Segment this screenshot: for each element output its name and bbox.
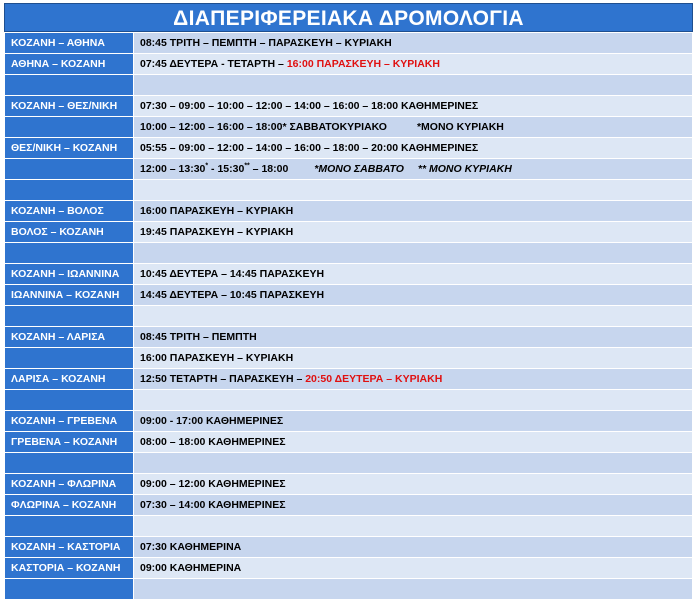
table-row xyxy=(5,495,693,516)
table-row xyxy=(5,180,693,201)
route-cell: ΚΟΖΑΝΗ – ΦΛΩΡΙΝΑ xyxy=(5,474,134,495)
schedule-cell: 08:45 ΤΡΙΤΗ – ΠΕΜΠΤΗ xyxy=(134,327,693,348)
schedule-cell xyxy=(134,117,693,138)
schedule-highlight: 20:50 ΔΕΥΤΕΡΑ – ΚΥΡΙΑΚΗ xyxy=(305,373,443,385)
schedule-cell: 07:30 – 14:00 ΚΑΘΗΜΕΡΙΝΕΣ xyxy=(134,495,693,516)
table-row xyxy=(5,75,693,96)
route-cell xyxy=(5,75,134,96)
table-row xyxy=(5,411,693,432)
schedule-text: 12:00 – 13:30 xyxy=(140,163,206,175)
schedule-cell: 09:00 – 12:00 ΚΑΘΗΜΕΡΙΝΕΣ xyxy=(134,474,693,495)
schedule-cell xyxy=(134,453,693,474)
schedule-text: 12:50 ΤΕΤΑΡΤΗ – ΠΑΡΑΣΚΕΥΗ – xyxy=(140,373,306,385)
schedule-document xyxy=(4,3,693,600)
schedule-cell xyxy=(134,54,693,75)
table-row xyxy=(5,33,693,54)
route-cell: ΚΟΖΑΝΗ – ΓΡΕΒΕΝΑ xyxy=(5,411,134,432)
table-row xyxy=(5,369,693,390)
route-cell: ΒΟΛΟΣ – ΚΟΖΑΝΗ xyxy=(5,222,134,243)
route-cell: ΙΩΑΝΝΙΝΑ – ΚΟΖΑΝΗ xyxy=(5,285,134,306)
route-cell xyxy=(5,516,134,537)
table-row xyxy=(5,558,693,579)
schedule-cell xyxy=(134,159,693,180)
schedule-cell: 09:00 - 17:00 ΚΑΘΗΜΕΡΙΝΕΣ xyxy=(134,411,693,432)
table-row xyxy=(5,264,693,285)
schedule-cell xyxy=(134,180,693,201)
footnote-marker: ** xyxy=(244,162,250,170)
table-row xyxy=(5,96,693,117)
schedule-cell: 05:55 – 09:00 – 12:00 – 14:00 – 16:00 – 18:00 – 20:00 ΚΑΘΗΜΕΡΙΝΕΣ xyxy=(134,138,693,159)
schedule-text: - 15:30 xyxy=(208,163,245,175)
route-cell: ΚΟΖΑΝΗ – ΒΟΛΟΣ xyxy=(5,201,134,222)
schedule-cell: 09:00 ΚΑΘΗΜΕΡΙΝΑ xyxy=(134,558,693,579)
schedule-cell: 07:30 – 09:00 – 10:00 – 12:00 – 14:00 – 16:00 – 18:00 ΚΑΘΗΜΕΡΙΝΕΣ xyxy=(134,96,693,117)
route-cell xyxy=(5,579,134,600)
schedule-cell: 16:00 ΠΑΡΑΣΚΕΥΗ – ΚΥΡΙΑΚΗ xyxy=(134,201,693,222)
table-row xyxy=(5,390,693,411)
route-cell: ΚΟΖΑΝΗ – ΚΑΣΤΟΡΙΑ xyxy=(5,537,134,558)
schedule-cell xyxy=(134,516,693,537)
schedule-cell: 07:30 ΚΑΘΗΜΕΡΙΝΑ xyxy=(134,537,693,558)
schedule-note: ** ΜΟΝΟ ΚΥΡΙΑΚΗ xyxy=(417,163,512,175)
route-cell xyxy=(5,180,134,201)
schedule-cell xyxy=(134,306,693,327)
table-row xyxy=(5,159,693,180)
table-row xyxy=(5,201,693,222)
table-row xyxy=(5,348,693,369)
route-cell: ΚΟΖΑΝΗ – ΙΩΑΝΝΙΝΑ xyxy=(5,264,134,285)
schedule-cell: 10:45 ΔΕΥΤΕΡΑ – 14:45 ΠΑΡΑΣΚΕΥΗ xyxy=(134,264,693,285)
schedule-cell xyxy=(134,579,693,600)
schedule-table xyxy=(4,32,693,600)
schedule-cell xyxy=(134,243,693,264)
schedule-highlight: 16:00 ΠΑΡΑΣΚΕΥΗ – ΚΥΡΙΑΚΗ xyxy=(286,58,440,70)
route-cell xyxy=(5,117,134,138)
table-row xyxy=(5,138,693,159)
route-cell: ΚΑΣΤΟΡΙΑ – ΚΟΖΑΝΗ xyxy=(5,558,134,579)
route-cell xyxy=(5,453,134,474)
schedule-text: – 18:00 xyxy=(249,163,289,175)
table-row xyxy=(5,222,693,243)
schedule-cell: 08:45 ΤΡΙΤΗ – ΠΕΜΠΤΗ – ΠΑΡΑΣΚΕΥΗ – ΚΥΡΙΑΚΗ xyxy=(134,33,693,54)
schedule-cell: 16:00 ΠΑΡΑΣΚΕΥΗ – ΚΥΡΙΑΚΗ xyxy=(134,348,693,369)
page-title: ΔΙΑΠΕΡΙΦΕΡΕΙΑΚΑ ΔΡΟΜΟΛΟΓΙΑ xyxy=(4,3,693,32)
schedule-note: *ΜΟΝΟ ΣΑΒΒΑΤΟ xyxy=(314,163,404,175)
route-cell xyxy=(5,390,134,411)
route-cell: ΘΕΣ/ΝΙΚΗ – ΚΟΖΑΝΗ xyxy=(5,138,134,159)
route-cell: ΚΟΖΑΝΗ – ΛΑΡΙΣΑ xyxy=(5,327,134,348)
schedule-cell: 19:45 ΠΑΡΑΣΚΕΥΗ – ΚΥΡΙΑΚΗ xyxy=(134,222,693,243)
schedule-cell xyxy=(134,390,693,411)
route-cell: ΦΛΩΡΙΝΑ – ΚΟΖΑΝΗ xyxy=(5,495,134,516)
route-cell: ΓΡΕΒΕΝΑ – ΚΟΖΑΝΗ xyxy=(5,432,134,453)
table-row xyxy=(5,474,693,495)
schedule-cell xyxy=(134,369,693,390)
schedule-text: 10:00 – 12:00 – 16:00 – 18:00* ΣΑΒΒΑΤΟΚΥΡΙΑΚΟ xyxy=(140,121,387,133)
route-cell: ΚΟΖΑΝΗ – ΑΘΗΝΑ xyxy=(5,33,134,54)
footnote-marker: * xyxy=(205,162,209,170)
schedule-cell xyxy=(134,75,693,96)
table-row xyxy=(5,117,693,138)
route-cell: ΛΑΡΙΣΑ – ΚΟΖΑΝΗ xyxy=(5,369,134,390)
schedule-text: 07:45 ΔΕΥΤΕΡΑ - ΤΕΤΑΡΤΗ – xyxy=(140,58,287,70)
route-cell xyxy=(5,159,134,180)
table-row xyxy=(5,537,693,558)
schedule-note: *ΜΟΝΟ ΚΥΡΙΑΚΗ xyxy=(416,121,504,133)
table-row xyxy=(5,327,693,348)
table-row xyxy=(5,516,693,537)
table-row xyxy=(5,453,693,474)
route-cell: ΚΟΖΑΝΗ – ΘΕΣ/ΝΙΚΗ xyxy=(5,96,134,117)
table-row xyxy=(5,579,693,600)
table-row xyxy=(5,432,693,453)
table-row xyxy=(5,306,693,327)
route-cell: ΑΘΗΝΑ – ΚΟΖΑΝΗ xyxy=(5,54,134,75)
table-row xyxy=(5,243,693,264)
route-cell xyxy=(5,348,134,369)
table-row xyxy=(5,54,693,75)
table-row xyxy=(5,285,693,306)
route-cell xyxy=(5,243,134,264)
schedule-cell: 14:45 ΔΕΥΤΕΡΑ – 10:45 ΠΑΡΑΣΚΕΥΗ xyxy=(134,285,693,306)
route-cell xyxy=(5,306,134,327)
schedule-cell: 08:00 – 18:00 ΚΑΘΗΜΕΡΙΝΕΣ xyxy=(134,432,693,453)
